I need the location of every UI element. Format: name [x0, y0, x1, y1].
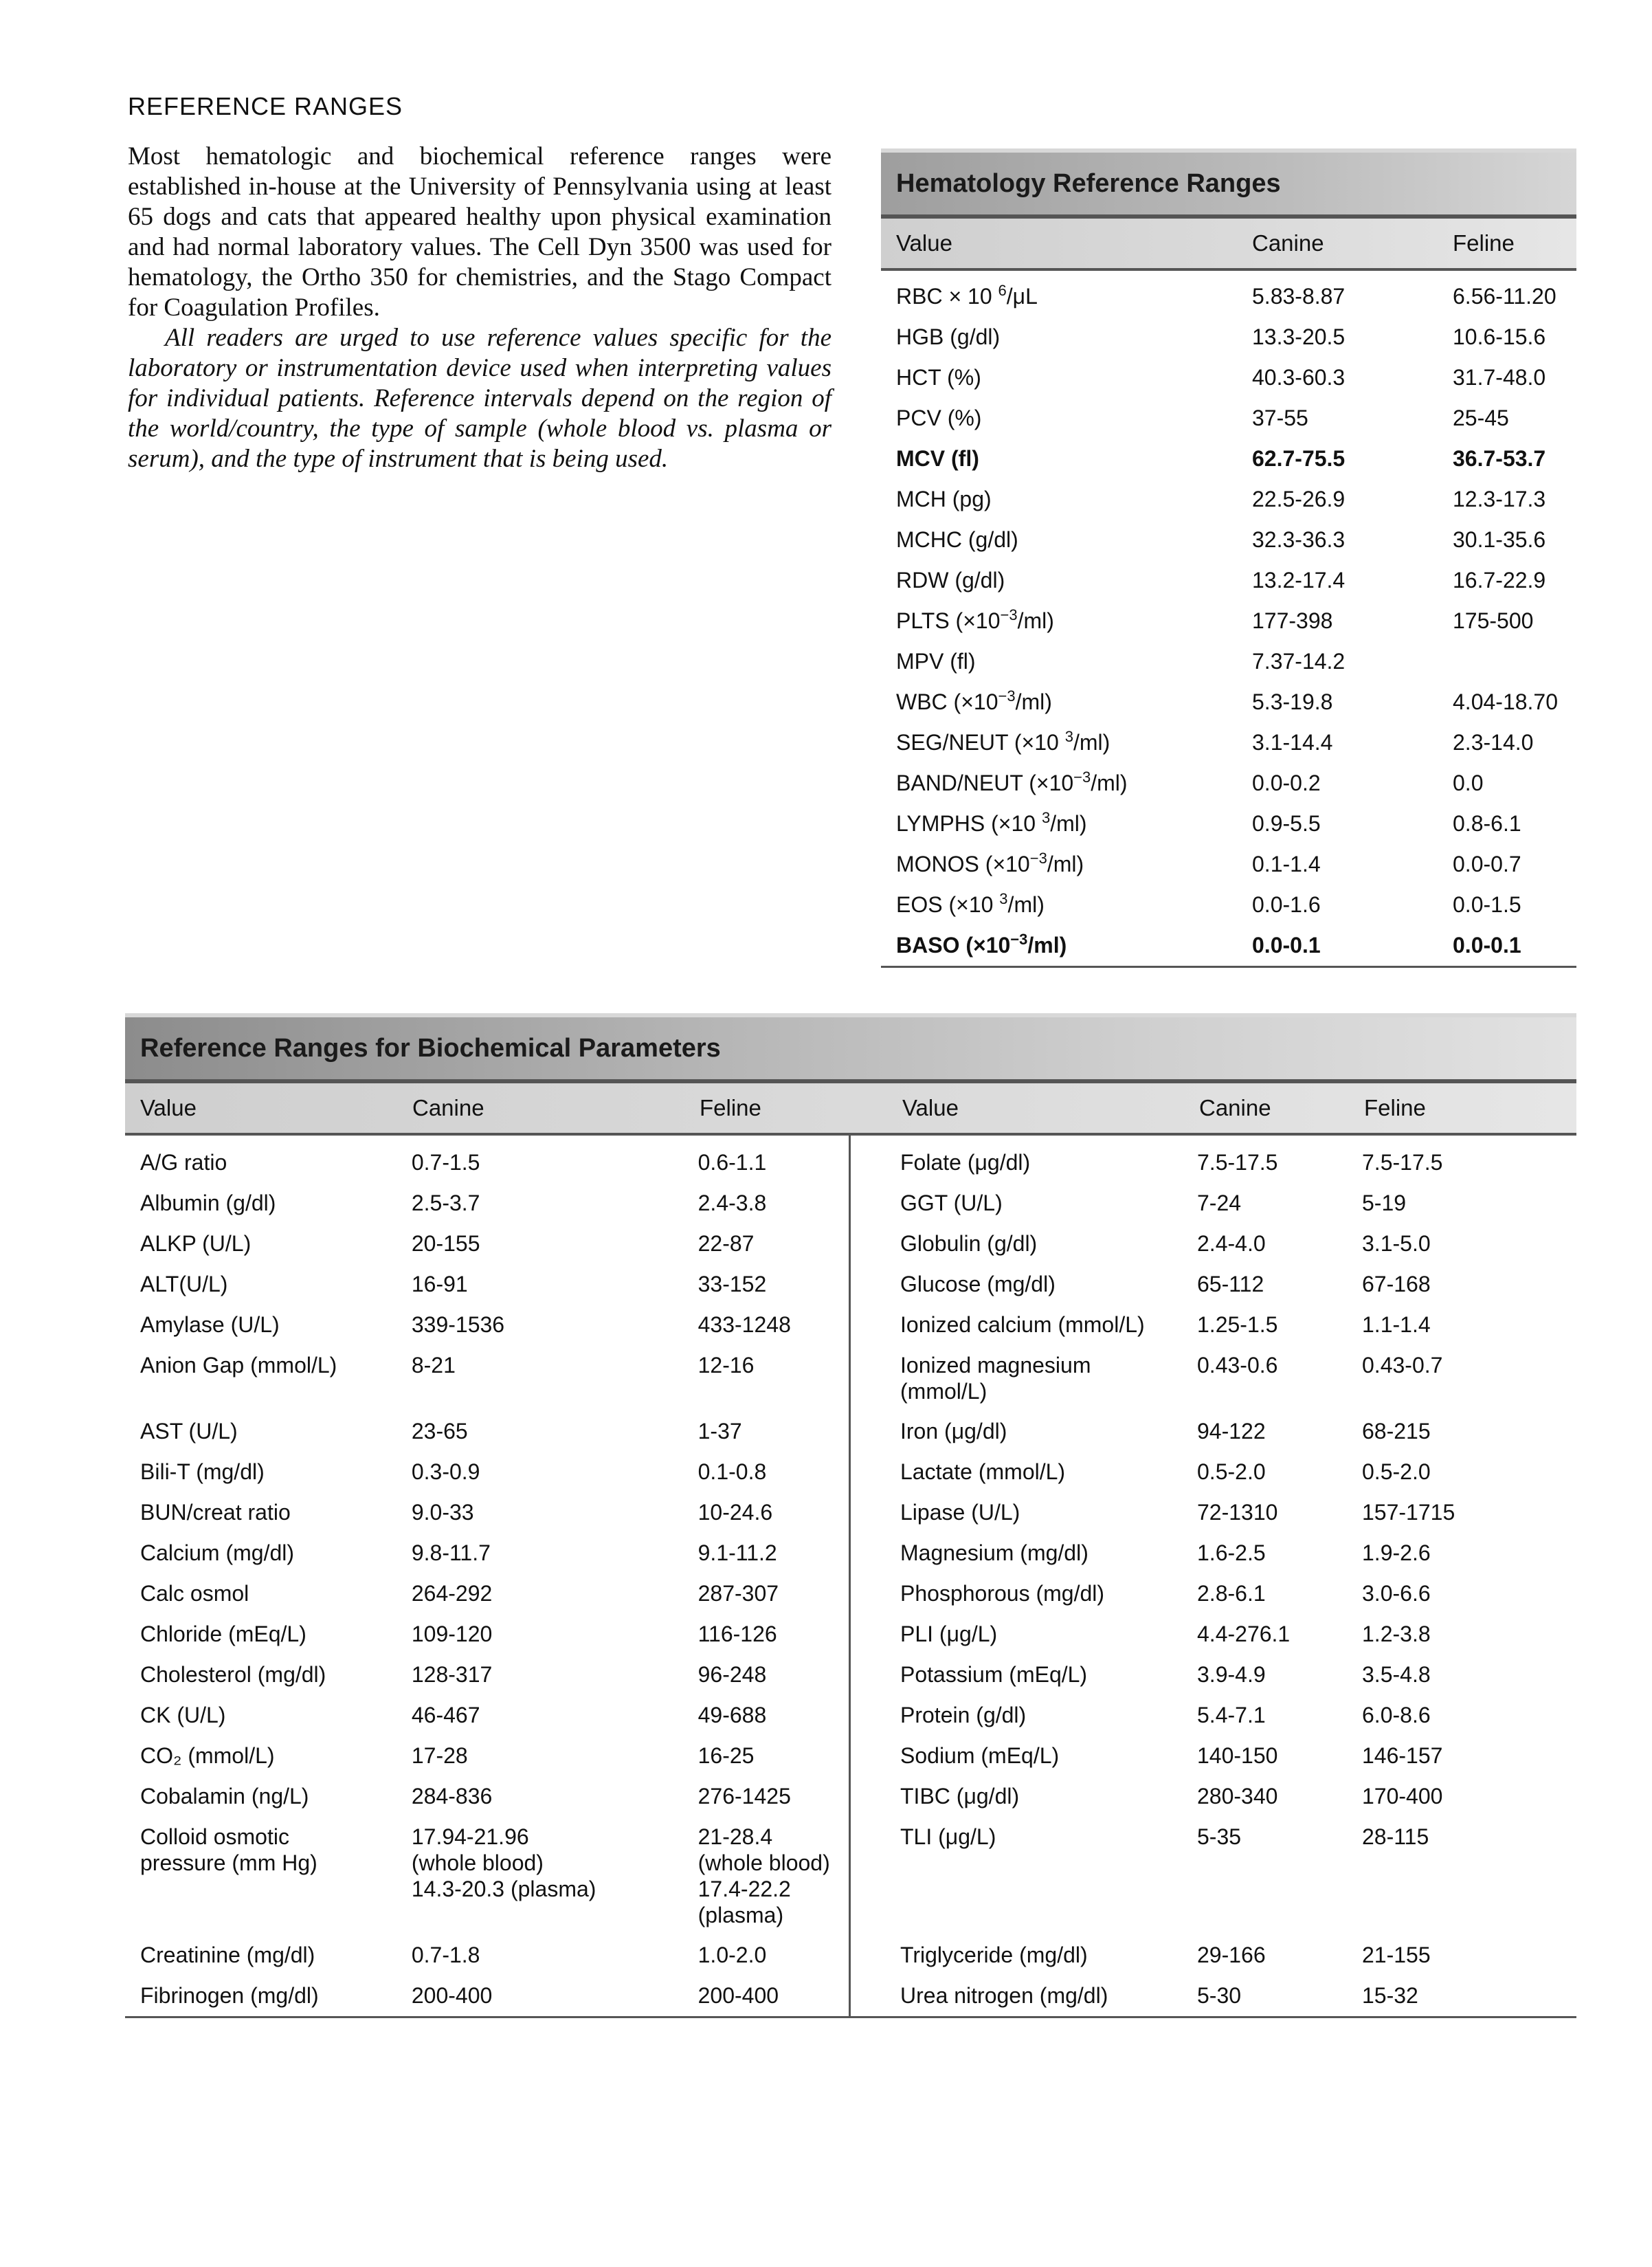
canine-range: 37-55 — [1252, 406, 1308, 430]
param-name — [881, 317, 1249, 357]
feline-range: 0.5-2.0 — [1362, 1459, 1431, 1484]
table-row — [125, 1264, 849, 1305]
param-name-text: PCV (%) — [896, 406, 982, 430]
table-row — [125, 1573, 849, 1614]
canine-range: 0.9-5.5 — [1252, 811, 1321, 836]
param-name: Cobalamin (ng/L) — [140, 1784, 309, 1809]
canine-range: 264-292 — [411, 1581, 493, 1606]
canine-range: 13.3-20.5 — [1252, 324, 1346, 349]
feline-range: 6.56-11.20 — [1453, 284, 1556, 309]
feline-range: 0.43-0.7 — [1362, 1353, 1443, 1378]
param-name: Colloid osmotic pressure (mm Hg) — [140, 1824, 317, 1875]
param-name: Ionized magnesium (mmol/L) — [900, 1353, 1091, 1404]
section-title: REFERENCE RANGES — [128, 92, 403, 120]
feline-range: 30.1-35.6 — [1453, 527, 1546, 552]
feline-range: 3.0-6.6 — [1362, 1581, 1431, 1606]
feline-range: 0.0-1.5 — [1453, 892, 1521, 917]
param-name-text: LYMPHS (×10 — [896, 811, 1042, 836]
table-row — [881, 844, 1576, 885]
feline-range: 175-500 — [1453, 608, 1534, 633]
param-name: TIBC (μg/dl) — [900, 1784, 1020, 1809]
param-name-text: BASO (×10 — [896, 933, 1011, 958]
param-name: Protein (g/dl) — [900, 1703, 1027, 1727]
canine-range: 32.3-36.3 — [1252, 527, 1346, 552]
canine-range: 62.7-75.5 — [1252, 446, 1346, 471]
param-name: ALT(U/L) — [140, 1272, 228, 1296]
param-unit: /ml) — [1007, 892, 1045, 917]
param-name: Calcium (mg/dl) — [140, 1540, 295, 1565]
intro-text — [128, 142, 831, 474]
param-name: Fibrinogen (mg/dl) — [140, 1983, 319, 2008]
table-row — [851, 1305, 1576, 1345]
table-row — [851, 1452, 1576, 1492]
table-row — [125, 1935, 849, 1976]
canine-range: 200-400 — [411, 1983, 493, 2008]
param-name: Amylase (U/L) — [140, 1312, 280, 1337]
param-name-text: MPV (fl) — [896, 649, 976, 674]
canine-range: 20-155 — [411, 1231, 480, 1256]
canine-range: 40.3-60.3 — [1252, 365, 1346, 390]
param-unit: /ml) — [1047, 852, 1084, 876]
table-row — [851, 1736, 1576, 1776]
param-unit: /ml) — [1050, 811, 1087, 836]
feline-range: 31.7-48.0 — [1453, 365, 1546, 390]
canine-range: 0.0-0.1 — [1252, 933, 1321, 958]
param-unit: /μL — [1006, 284, 1038, 309]
table-row — [125, 1305, 849, 1345]
header-canine-left: Canine — [412, 1095, 484, 1120]
param-name: GGT (U/L) — [900, 1191, 1003, 1215]
feline-range: 68-215 — [1362, 1419, 1431, 1444]
table-row — [881, 804, 1576, 844]
table-row — [851, 1976, 1576, 2016]
feline-range: 1-37 — [697, 1419, 742, 1444]
param-name — [881, 925, 1249, 966]
table-row — [851, 1492, 1576, 1533]
param-name: BUN/creat ratio — [140, 1500, 291, 1525]
canine-range: 1.25-1.5 — [1197, 1312, 1278, 1337]
feline-range: 146-157 — [1362, 1743, 1443, 1768]
param-name — [881, 479, 1249, 520]
canine-range: 17-28 — [411, 1743, 468, 1768]
param-name: Ionized calcium (mmol/L) — [900, 1312, 1145, 1337]
canine-range: 5-35 — [1197, 1824, 1242, 1849]
feline-range: 16-25 — [697, 1743, 755, 1768]
canine-range: 22.5-26.9 — [1252, 487, 1346, 511]
feline-range: 3.1-5.0 — [1362, 1231, 1431, 1256]
param-exponent: −3 — [998, 687, 1016, 705]
canine-range: 9.8-11.7 — [411, 1540, 491, 1565]
param-name: Folate (μg/dl) — [900, 1150, 1031, 1175]
feline-range: 4.04-18.70 — [1453, 689, 1559, 714]
feline-range: 7.5-17.5 — [1362, 1150, 1443, 1175]
canine-range: 5.4-7.1 — [1197, 1703, 1266, 1727]
feline-range: 10-24.6 — [697, 1500, 773, 1525]
table-row — [851, 1655, 1576, 1695]
canine-range: 7.37-14.2 — [1252, 649, 1346, 674]
canine-range: 339-1536 — [411, 1312, 505, 1337]
param-name — [881, 276, 1249, 317]
intro-paragraph: Most hematologic and biochemical reference ranges were established in-house at the University of Pennsylvania using at least 65 dogs and cats that appeared healthy upon physical examination and had normal laboratory values. The Cell Dyn 3500 was used for hematology, the Ortho 350 for chemistries, and the Stago Compact for Coagulation Profiles. — [128, 142, 831, 322]
canine-range: 7.5-17.5 — [1197, 1150, 1278, 1175]
param-name: Glucose (mg/dl) — [900, 1272, 1056, 1296]
param-name — [881, 885, 1249, 925]
canine-range: 284-836 — [411, 1784, 493, 1809]
feline-range: 0.8-6.1 — [1453, 811, 1521, 836]
table-row — [125, 1817, 849, 1935]
param-unit: /ml) — [1073, 730, 1110, 755]
feline-range: 36.7-53.7 — [1453, 446, 1546, 471]
table-row — [881, 641, 1576, 682]
feline-range: 116-126 — [697, 1622, 777, 1646]
param-name: PLI (μg/L) — [900, 1622, 998, 1646]
param-name: Potassium (mEq/L) — [900, 1662, 1088, 1687]
table-row — [881, 276, 1576, 317]
table-row — [881, 722, 1576, 763]
biochemical-left-column — [125, 1136, 851, 2016]
feline-range: 0.0-0.7 — [1453, 852, 1521, 876]
param-name: ALKP (U/L) — [140, 1231, 252, 1256]
feline-range: 1.9-2.6 — [1362, 1540, 1431, 1565]
canine-range: 9.0-33 — [411, 1500, 474, 1525]
param-name — [881, 641, 1249, 682]
param-name: Bili-T (mg/dl) — [140, 1459, 265, 1484]
feline-range: 0.0-0.1 — [1453, 933, 1521, 958]
canine-range: 109-120 — [411, 1622, 493, 1646]
header-canine: Canine — [1252, 230, 1324, 256]
param-name — [881, 357, 1249, 398]
table-row — [125, 1183, 849, 1224]
canine-range: 46-467 — [411, 1703, 480, 1727]
canine-range: 2.4-4.0 — [1197, 1231, 1266, 1256]
canine-range: 280-340 — [1197, 1784, 1278, 1809]
canine-range: 23-65 — [411, 1419, 468, 1444]
param-name-text: SEG/NEUT (×10 — [896, 730, 1065, 755]
table-row — [851, 1345, 1576, 1411]
canine-range: 128-317 — [411, 1662, 493, 1687]
header-feline-right: Feline — [1364, 1095, 1426, 1120]
feline-range: 16.7-22.9 — [1453, 568, 1546, 593]
param-name — [881, 398, 1249, 439]
canine-range: 0.7-1.8 — [411, 1943, 480, 1967]
param-name: Triglyceride (mg/dl) — [900, 1943, 1088, 1967]
hematology-table — [881, 148, 1576, 968]
param-name-text: MCHC (g/dl) — [896, 527, 1018, 552]
feline-range: 157-1715 — [1362, 1500, 1455, 1525]
table-row — [125, 1695, 849, 1736]
param-name: Sodium (mEq/L) — [900, 1743, 1060, 1768]
canine-range: 2.5-3.7 — [411, 1191, 480, 1215]
canine-range: 0.3-0.9 — [411, 1459, 480, 1484]
param-name-text: PLTS (×10 — [896, 608, 1001, 633]
param-name: CO₂ (mmol/L) — [140, 1743, 275, 1768]
table-row — [851, 1264, 1576, 1305]
param-unit: /ml) — [1027, 933, 1067, 958]
param-name-text: RBC × 10 — [896, 284, 998, 309]
param-name: AST (U/L) — [140, 1419, 238, 1444]
feline-range: 200-400 — [697, 1983, 779, 2008]
feline-range: 67-168 — [1362, 1272, 1431, 1296]
canine-range: 29-166 — [1197, 1943, 1266, 1967]
param-name — [881, 682, 1249, 722]
table-row — [851, 1695, 1576, 1736]
canine-range: 3.9-4.9 — [1197, 1662, 1266, 1687]
table-row — [851, 1573, 1576, 1614]
param-exponent: 6 — [998, 282, 1007, 299]
feline-range: 28-115 — [1362, 1824, 1429, 1849]
param-name-text: MONOS (×10 — [896, 852, 1030, 876]
canine-range: 7-24 — [1197, 1191, 1242, 1215]
canine-range: 94-122 — [1197, 1419, 1266, 1444]
feline-range: 0.1-0.8 — [697, 1459, 767, 1484]
intro-note: All readers are urged to use reference values specific for the laboratory or instrumentation device used when interpreting values for individual patients. Reference intervals depend on the region of the world/country, the type of sample (whole blood vs. plasma or serum), and the type of instrument that is being used. — [128, 324, 831, 473]
canine-range: 8-21 — [411, 1353, 456, 1378]
table-row — [881, 682, 1576, 722]
param-name — [881, 439, 1249, 479]
table-row — [851, 1142, 1576, 1183]
header-value-right: Value — [902, 1095, 959, 1120]
canine-range: 5.3-19.8 — [1252, 689, 1333, 714]
table-row — [125, 1492, 849, 1533]
param-exponent: −3 — [1010, 931, 1028, 948]
param-unit: /ml) — [1091, 771, 1128, 795]
param-name — [881, 763, 1249, 804]
header-feline: Feline — [1453, 230, 1515, 256]
param-name: TLI (μg/L) — [900, 1824, 996, 1849]
param-name-text: RDW (g/dl) — [896, 568, 1005, 593]
table-row — [881, 520, 1576, 560]
feline-range: 433-1248 — [697, 1312, 791, 1337]
biochemical-table-body — [125, 1136, 1576, 2018]
param-name — [881, 722, 1249, 763]
param-name-text: WBC (×10 — [896, 689, 998, 714]
param-name: Creatinine (mg/dl) — [140, 1943, 315, 1967]
table-row — [125, 1776, 849, 1817]
param-name: Chloride (mEq/L) — [140, 1622, 306, 1646]
header-value-left: Value — [140, 1095, 197, 1120]
canine-range: 0.0-1.6 — [1252, 892, 1321, 917]
biochemical-table-title: Reference Ranges for Biochemical Parameters — [125, 1013, 1576, 1079]
table-row — [851, 1533, 1576, 1573]
feline-range: 25-45 — [1453, 406, 1509, 430]
param-name: Albumin (g/dl) — [140, 1191, 276, 1215]
canine-range: 65-112 — [1197, 1272, 1264, 1296]
param-name-text: HGB (g/dl) — [896, 324, 1001, 349]
table-row — [851, 1817, 1576, 1935]
feline-range: 21-155 — [1362, 1943, 1431, 1967]
param-name: A/G ratio — [140, 1150, 227, 1175]
feline-range: 0.6-1.1 — [697, 1150, 767, 1175]
feline-range: 10.6-15.6 — [1453, 324, 1546, 349]
canine-range: 16-91 — [411, 1272, 468, 1296]
table-row — [125, 1452, 849, 1492]
param-name-text: HCT (%) — [896, 365, 981, 390]
param-unit: /ml) — [1015, 689, 1052, 714]
canine-range: 5.83-8.87 — [1252, 284, 1346, 309]
header-canine-right: Canine — [1199, 1095, 1271, 1120]
table-row — [125, 1655, 849, 1695]
table-row — [851, 1614, 1576, 1655]
param-name: Urea nitrogen (mg/dl) — [900, 1983, 1108, 2008]
table-row — [881, 601, 1576, 641]
table-row — [881, 439, 1576, 479]
param-exponent: −3 — [1000, 606, 1018, 623]
feline-range: 33-152 — [697, 1272, 767, 1296]
param-name — [881, 844, 1249, 885]
canine-range: 0.5-2.0 — [1197, 1459, 1266, 1484]
canine-range: 0.43-0.6 — [1197, 1353, 1278, 1378]
table-row — [881, 317, 1576, 357]
param-name — [881, 520, 1249, 560]
table-row — [125, 1345, 849, 1411]
canine-range: 5-30 — [1197, 1983, 1242, 2008]
header-feline-left: Feline — [700, 1095, 761, 1120]
param-unit: /ml) — [1017, 608, 1054, 633]
canine-range: 2.8-6.1 — [1197, 1581, 1266, 1606]
table-row — [881, 885, 1576, 925]
table-row — [881, 560, 1576, 601]
param-name — [881, 560, 1249, 601]
table-row — [851, 1411, 1576, 1452]
feline-range: 49-688 — [697, 1703, 767, 1727]
canine-range: 13.2-17.4 — [1252, 568, 1346, 593]
canine-range: 0.1-1.4 — [1252, 852, 1321, 876]
biochemical-table-header — [125, 1079, 1576, 1136]
table-row — [851, 1224, 1576, 1264]
feline-range: 9.1-11.2 — [697, 1540, 777, 1565]
biochemical-table — [125, 1013, 1576, 2018]
table-row — [881, 479, 1576, 520]
canine-range: 0.0-0.2 — [1252, 771, 1321, 795]
feline-range: 1.2-3.8 — [1362, 1622, 1431, 1646]
canine-range: 1.6-2.5 — [1197, 1540, 1266, 1565]
param-exponent: 3 — [1064, 728, 1073, 745]
biochemical-right-column — [851, 1136, 1576, 2016]
feline-range: 2.3-14.0 — [1453, 730, 1534, 755]
param-name: Iron (μg/dl) — [900, 1419, 1007, 1444]
param-name: Phosphorous (mg/dl) — [900, 1581, 1105, 1606]
table-row — [881, 398, 1576, 439]
hematology-table-header — [881, 214, 1576, 271]
table-row — [125, 1142, 849, 1183]
table-row — [125, 1736, 849, 1776]
table-row — [125, 1976, 849, 2016]
feline-range: 1.1-1.4 — [1362, 1312, 1431, 1337]
feline-range: 287-307 — [697, 1581, 779, 1606]
feline-range: 2.4-3.8 — [697, 1191, 767, 1215]
table-row — [881, 763, 1576, 804]
feline-range: 12-16 — [697, 1353, 755, 1378]
table-row — [125, 1614, 849, 1655]
feline-range: 22-87 — [697, 1231, 755, 1256]
table-row — [125, 1224, 849, 1264]
canine-range: 4.4-276.1 — [1197, 1622, 1291, 1646]
param-name: Cholesterol (mg/dl) — [140, 1662, 326, 1687]
feline-range: 6.0-8.6 — [1362, 1703, 1431, 1727]
table-row — [125, 1411, 849, 1452]
table-row — [851, 1935, 1576, 1976]
param-name: Lipase (U/L) — [900, 1500, 1020, 1525]
canine-range: 177-398 — [1252, 608, 1333, 633]
feline-range: 1.0-2.0 — [697, 1943, 767, 1967]
canine-range: 72-1310 — [1197, 1500, 1278, 1525]
param-name-text: EOS (×10 — [896, 892, 1000, 917]
hematology-table-body — [881, 271, 1576, 968]
table-row — [881, 925, 1576, 966]
canine-range: 0.7-1.5 — [411, 1150, 480, 1175]
param-name — [881, 804, 1249, 844]
param-name-text: BAND/NEUT (×10 — [896, 771, 1074, 795]
param-name-text: MCV (fl) — [896, 446, 979, 471]
param-name: Anion Gap (mmol/L) — [140, 1353, 337, 1378]
param-exponent: 3 — [1041, 809, 1051, 826]
param-exponent: 3 — [999, 890, 1008, 907]
param-name: Calc osmol — [140, 1581, 249, 1606]
feline-range: 5-19 — [1362, 1191, 1407, 1215]
canine-range: 17.94-21.96 (whole blood) 14.3-20.3 (plasma) — [411, 1824, 596, 1901]
feline-range: 276-1425 — [697, 1784, 791, 1809]
canine-range: 3.1-14.4 — [1252, 730, 1333, 755]
feline-range: 15-32 — [1362, 1983, 1418, 2008]
param-name: Magnesium (mg/dl) — [900, 1540, 1089, 1565]
param-exponent: −3 — [1073, 768, 1091, 786]
feline-range: 21-28.4 (whole blood) 17.4-22.2 (plasma) — [697, 1824, 830, 1927]
feline-range: 12.3-17.3 — [1453, 487, 1546, 511]
header-value: Value — [896, 230, 952, 256]
feline-range: 170-400 — [1362, 1784, 1443, 1809]
table-row — [881, 357, 1576, 398]
hematology-table-title: Hematology Reference Ranges — [881, 148, 1576, 214]
feline-range: 3.5-4.8 — [1362, 1662, 1431, 1687]
param-name: CK (U/L) — [140, 1703, 226, 1727]
param-name: Globulin (g/dl) — [900, 1231, 1038, 1256]
canine-range: 140-150 — [1197, 1743, 1278, 1768]
table-row — [125, 1533, 849, 1573]
param-name: Lactate (mmol/L) — [900, 1459, 1066, 1484]
feline-range: 0.0 — [1453, 771, 1484, 795]
param-exponent: −3 — [1029, 850, 1047, 867]
param-name-text: MCH (pg) — [896, 487, 992, 511]
table-row — [851, 1776, 1576, 1817]
feline-range: 96-248 — [697, 1662, 767, 1687]
param-name — [881, 601, 1249, 641]
table-row — [851, 1183, 1576, 1224]
